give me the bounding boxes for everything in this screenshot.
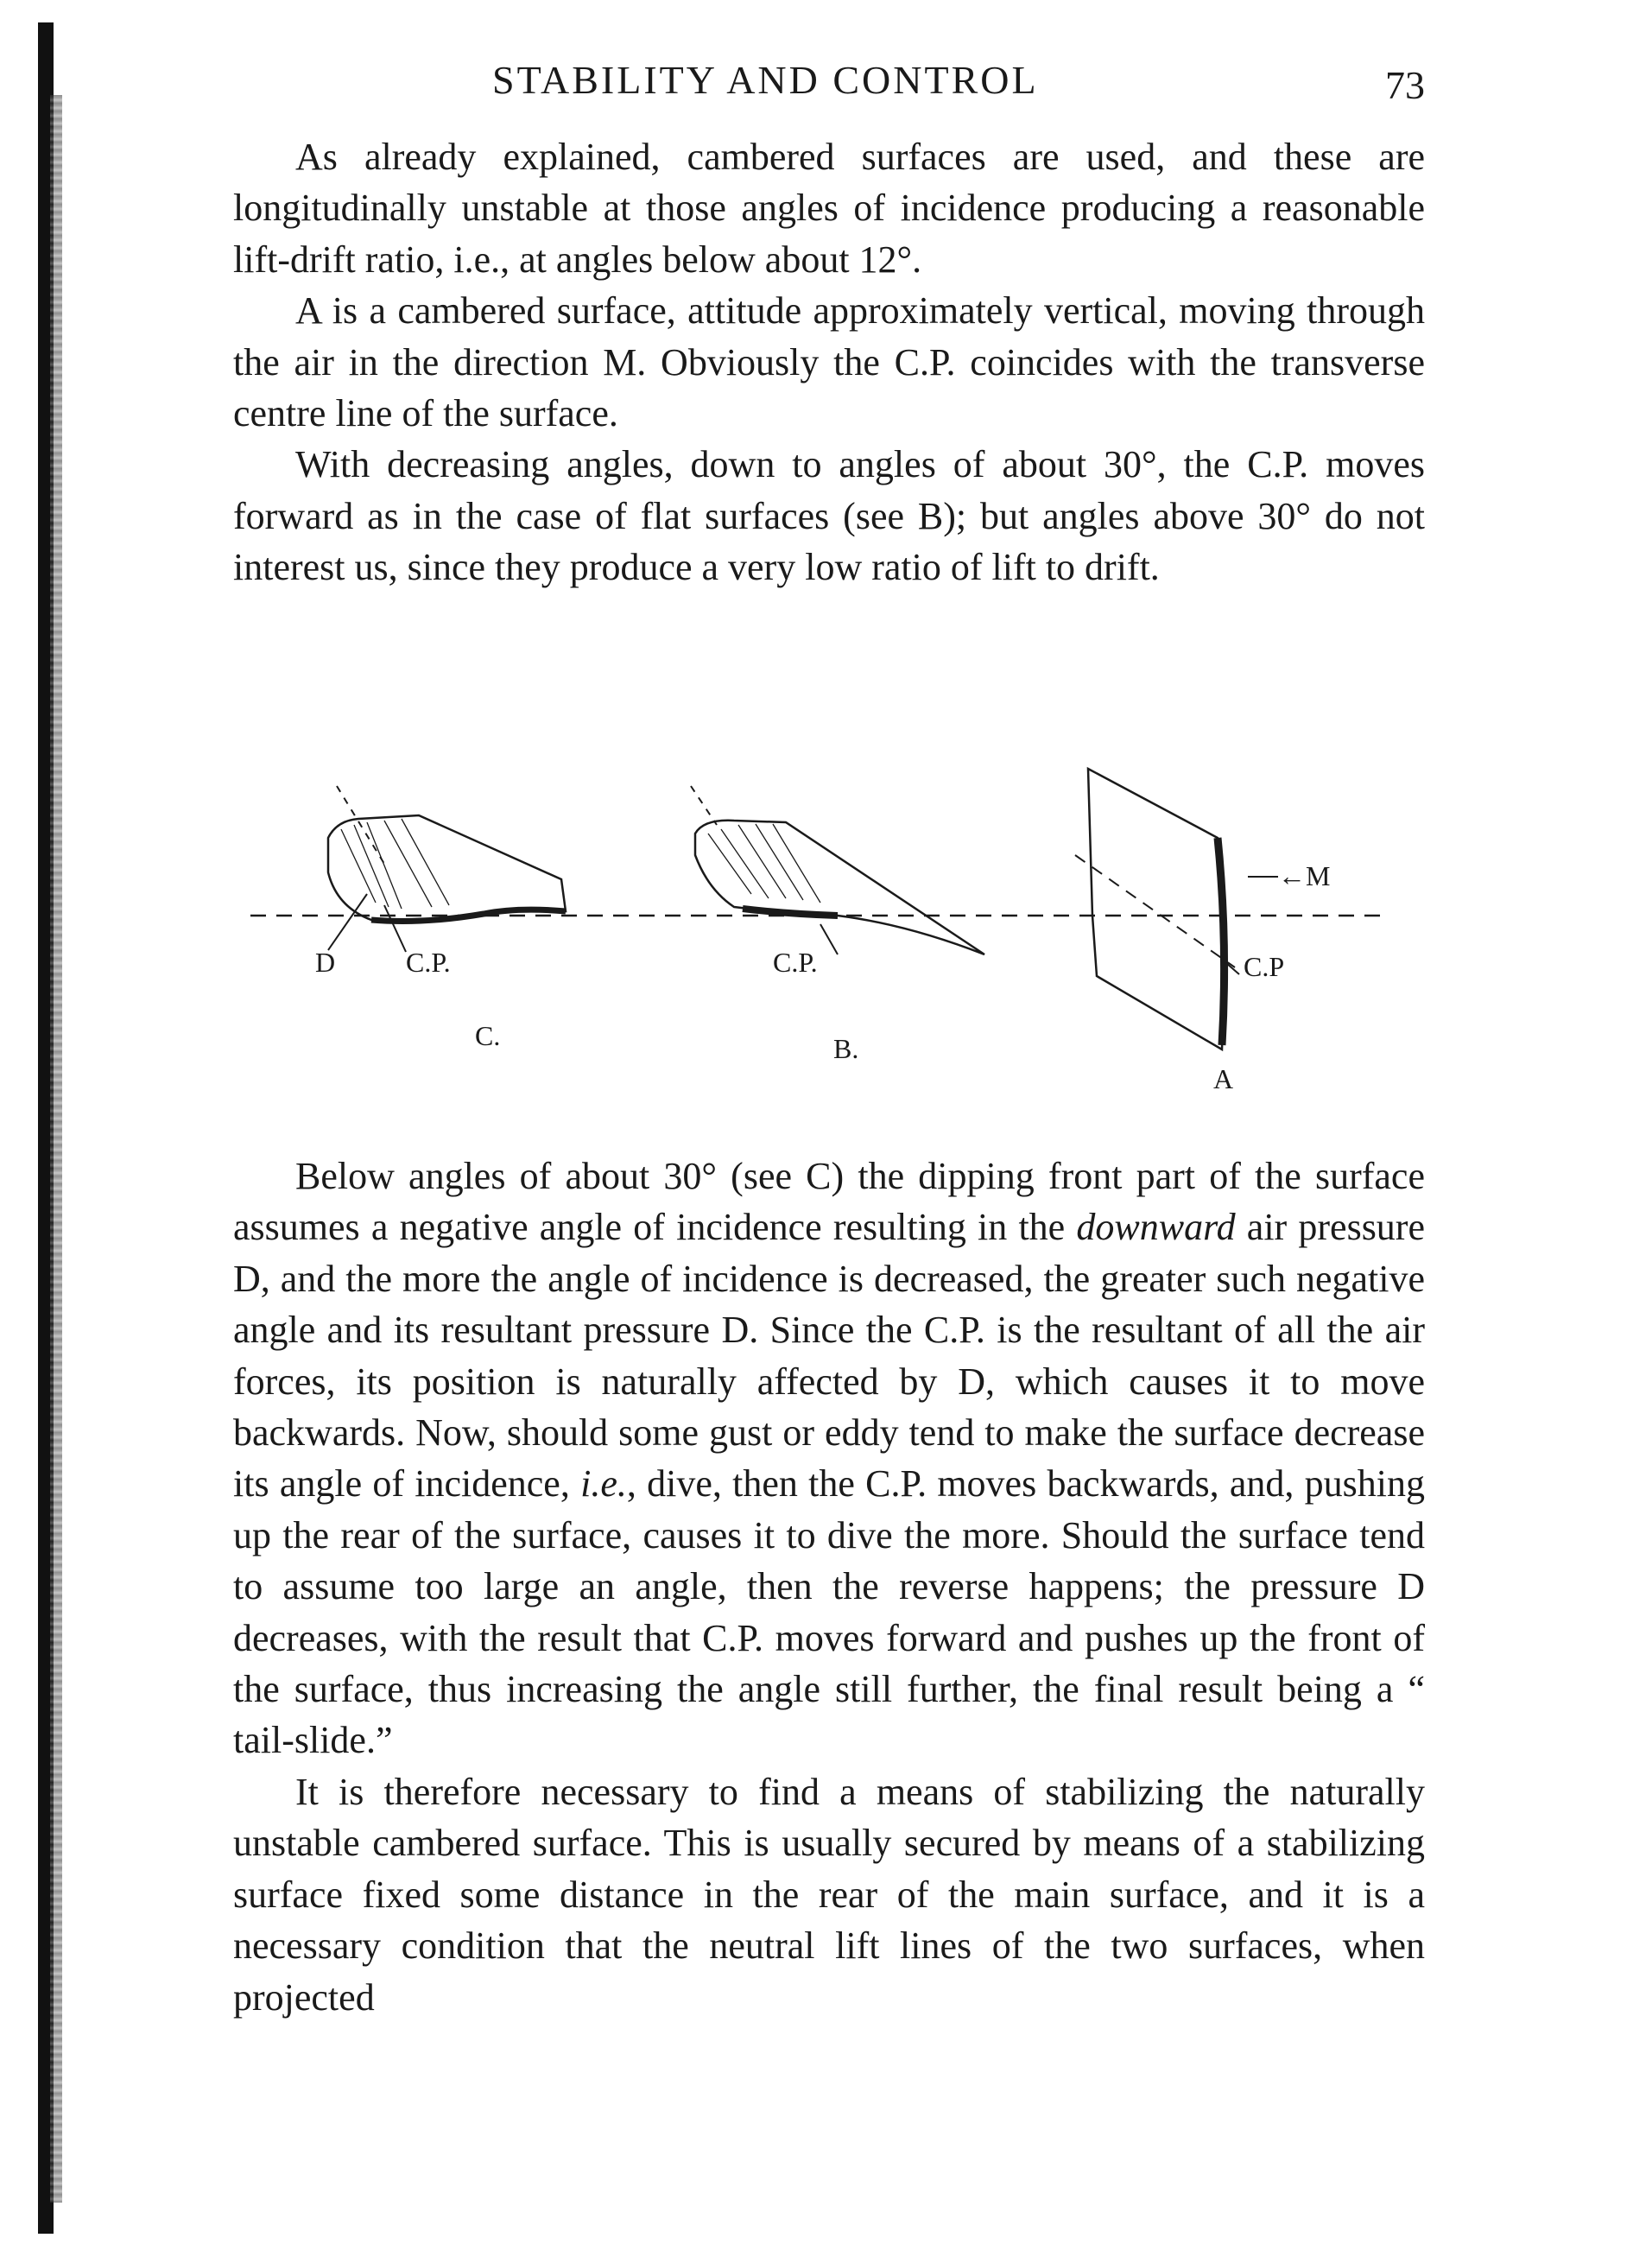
surface-c-axis (337, 786, 384, 864)
surface-c-cp-arrow (384, 905, 406, 952)
figure-svg (233, 751, 1425, 1132)
surface-c-hatching (341, 819, 449, 909)
surface-a-axis (1075, 855, 1235, 967)
figure-label-b: B. (833, 1033, 859, 1064)
paragraph-4-part-2: air pressure D, and the more the angle of incidence is decreased, the greater such negative angle and its resultant pressure D. Since the C.P. is the resultant of all the air forces, its position is naturally affected by D, which causes it to move backwards. Now, should some gust or eddy tend to make the surface decrease its angle of incidence, (233, 1206, 1425, 1506)
surface-a-outline (1088, 769, 1224, 1049)
page-number: 73 (1385, 63, 1425, 107)
figure-label-d: D (315, 947, 336, 978)
surface-b-outline (695, 821, 984, 954)
surface-a-cp-arrow (1226, 963, 1239, 974)
surface-c-d-arrow (328, 894, 367, 950)
figure-label-cp-b: C.P. (773, 947, 818, 978)
figure-label-cp-a: C.P (1244, 951, 1285, 982)
upper-text-block (233, 131, 1425, 593)
figure-label-cp-c: C.P. (406, 947, 451, 978)
paragraph-3: With decreasing angles, down to angles of about 30°, the C.P. moves forward as in the case of flat surfaces (see B); but angles above 30° do not interest us, since they produce a very low ratio of lift to drift. (233, 443, 1425, 589)
surface-c-drawing (328, 786, 566, 952)
book-spine-edge (50, 95, 62, 2203)
paragraph-4 (233, 1151, 1425, 1766)
page-header (233, 57, 1425, 117)
surface-a-leading-edge (1218, 838, 1225, 1045)
figure-label-m: ←M (1278, 860, 1331, 891)
paragraph-1: As already explained, cambered surfaces are used, and these are longitudinally unstable at those angles of incidence producing a reasonable lift-drift ratio, i.e., at angles below about 12°. (233, 136, 1425, 281)
surface-b-drawing (691, 786, 984, 954)
paragraph-4-italic-downward: downward (1076, 1206, 1236, 1249)
paragraph-2: A is a cambered surface, attitude approximately vertical, moving through the air in the direction M. Obviously the C.P. coincides with the transverse centre line of the surface. (233, 289, 1425, 435)
surface-b-cp-arrow (820, 924, 838, 954)
cambered-surface-figure (233, 751, 1425, 1132)
paragraph-4-part-1: Below angles of about 30° (see C) the dipping front part of the surface assumes a negative angle of incidence resulting in the (233, 1155, 1425, 1249)
paragraph-5: It is therefore necessary to find a means of stabilizing the naturally unstable cambered surface. This is usually secured by means of a stabilizing surface fixed some distance in the rear of the main surface, and it is a necessary condition that the neutral lift lines of the two surfaces, when projected (233, 1770, 1425, 2019)
surface-b-hatching (708, 824, 820, 903)
surface-a-drawing (1075, 769, 1278, 1049)
figure-label-a: A (1213, 1063, 1234, 1094)
paragraph-4-part-3: , dive, then the C.P. moves backwards, and, pushing up the rear of the surface, causes it to dive the more. Should the surface tend to assume too large an angle, then the reverse happens; the pressure D decreases, with the result that C.P. moves forward and pushes up the front of the surface, thus increasing the angle still further, the final result being a “ tail-slide.” (233, 1462, 1425, 1762)
paragraph-4-italic-ie: i.e. (580, 1462, 627, 1506)
surface-c-outline (328, 815, 566, 921)
surface-b-axis (691, 786, 717, 825)
lower-text-block (233, 1151, 1425, 2023)
figure-label-c: C. (475, 1020, 501, 1051)
running-title: STABILITY AND CONTROL (492, 58, 1039, 102)
